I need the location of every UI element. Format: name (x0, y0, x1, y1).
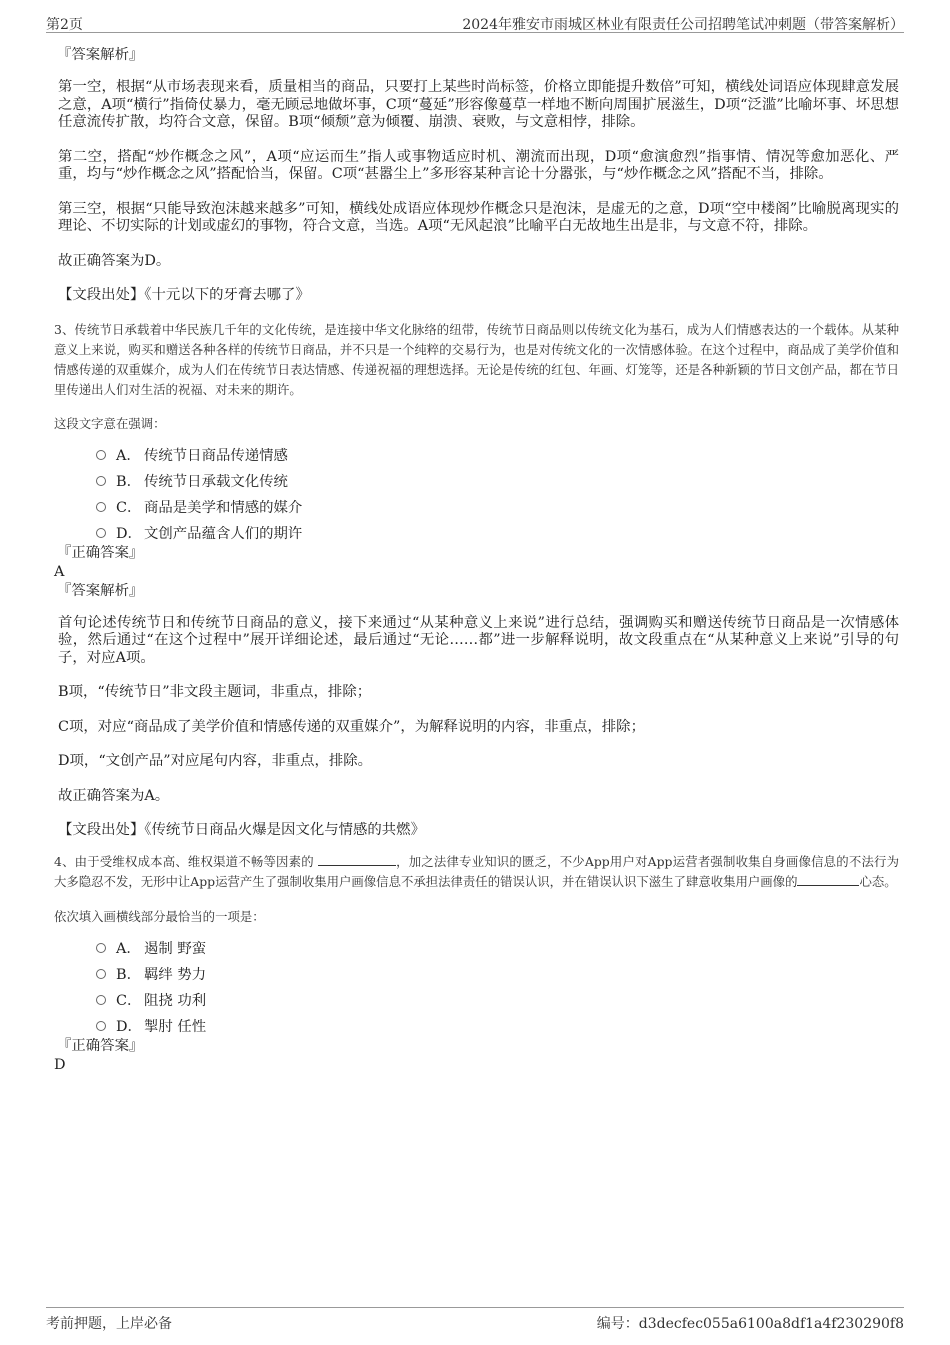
q4-answer-label: 『正确答案』 (57, 1037, 144, 1054)
q3-analysis-label: 『答案解析』 (57, 582, 144, 599)
option-letter: C． (116, 499, 142, 516)
q3-analysis-para4: D项，“文创产品”对应尾句内容，非重点，排除。 (58, 753, 373, 769)
q4-answer: D (54, 1056, 66, 1073)
q4-question-part1: 4、由于受维权成本高、维权渠道不畅等因素的 (54, 853, 318, 869)
option-text: 商品是美学和情感的媒介 (144, 499, 303, 516)
option-text: 传统节日承载文化传统 (144, 473, 288, 490)
option-text: 羁绊 势力 (144, 966, 207, 983)
q3-analysis-para2: B项，“传统节日”非文段主题词，非重点，排除； (58, 684, 372, 700)
q3-option-d[interactable] (54, 518, 899, 544)
option-letter: B． (116, 966, 141, 983)
option-text: 遏制 野蛮 (144, 940, 207, 957)
radio-icon[interactable] (96, 502, 106, 512)
radio-icon[interactable] (96, 476, 106, 486)
q4-options (54, 933, 899, 1037)
q2-analysis-para2: 第二空，搭配“炒作概念之风”，A项“应运而生”指人或事物适应时机、潮流而出现，D项“愈演愈烈”指事情、情况等愈加恶化、严重，均与“炒作概念之风”搭配恰当，保留。C项“甚嚣尘上”多形容某种言论十分嚣张，与“炒作概念之风”搭配不当，排除。 (58, 148, 899, 182)
q2-analysis-para1: 第一空，根据“从市场表现来看，质量相当的商品，只要打上某些时尚标签，价格立即能提升数倍”可知，横线处词语应体现肆意发展之意，A项“横行”指倚仗暴力，毫无顾忌地做坏事，C项“蔓延”形容像蔓草一样地不断向周围扩展滋生，D项“泛滥”比喻坏事、坏思想任意流传扩散，均符合文意，保留。B项“倾颓”意为倾覆、崩溃、衰败，与文意相悖，排除。 (58, 79, 899, 130)
q3-analysis-para3: C项，对应“商品成了美学价值和情感传递的双重媒介”，为解释说明的内容，非重点，排除； (58, 718, 645, 735)
option-text: 掣肘 任性 (144, 1018, 207, 1035)
radio-icon[interactable] (96, 528, 106, 538)
document-code: 编号：d3decfec055a6100a8df1a4f230290f8 (596, 1316, 904, 1332)
q4-option-c[interactable] (54, 985, 899, 1011)
radio-icon[interactable] (96, 969, 106, 979)
q3-option-a[interactable] (54, 440, 899, 466)
option-letter: D． (116, 1018, 142, 1035)
q3-answer: A (54, 563, 65, 580)
q4-question (54, 852, 899, 892)
q2-source: 【文段出处】《十元以下的牙膏去哪了》 (58, 287, 310, 303)
option-text: 阻挠 功利 (144, 992, 207, 1009)
q4-question-part3: 心态。 (859, 873, 897, 889)
q3-option-b[interactable] (54, 466, 899, 492)
option-letter: A． (116, 447, 141, 464)
q4-question-part2: ，加之法律专业知识的匮乏，不少App用户对App运营者强制收集自身画像信息的不法行为大多隐忍不发，无形中让App运营产生了强制收集用户画像信息不承担法律责任的错误认识，并在错误认识下滋生了肆意收集用户画像的 (54, 853, 899, 889)
radio-icon[interactable] (96, 1021, 106, 1031)
page-header (46, 14, 904, 33)
option-letter: B． (116, 473, 141, 490)
option-text: 文创产品蕴含人们的期许 (144, 525, 303, 542)
radio-icon[interactable] (96, 995, 106, 1005)
q3-prompt: 这段文字意在强调： (54, 415, 166, 431)
q3-analysis-para1: 首句论述传统节日和传统节日商品的意义，接下来通过“从某种意义上来说”进行总结，强调购买和赠送传统节日商品是一次情感体验，然后通过“在这个过程中”展开详细论述，最后通过“无论……都”进一步解释说明，故文段重点在“从某种意义上来说”引导的句子，对应A项。 (58, 614, 899, 666)
q3-answer-label: 『正确答案』 (57, 544, 144, 561)
footer-slogan: 考前押题，上岸必备 (46, 1316, 172, 1332)
radio-icon[interactable] (96, 450, 106, 460)
option-letter: A． (116, 940, 141, 957)
fill-blank (797, 873, 859, 886)
q3-options (54, 440, 899, 544)
option-letter: C． (116, 992, 142, 1009)
document-body (54, 46, 899, 1075)
option-letter: D． (116, 525, 142, 542)
option-text: 传统节日商品传递情感 (144, 447, 288, 464)
q4-option-d[interactable] (54, 1011, 899, 1037)
page-number: 第2页 (46, 17, 83, 33)
q3-question: 3、传统节日承载着中华民族几千年的文化传统，是连接中华文化脉络的纽带，传统节日商品则以传统文化为基石，成为人们情感表达的一个载体。从某种意义上来说，购买和赠送各种各样的传统节日商品，并不只是一个纯粹的交易行为，也是对传统文化的一次情感体验。在这个过程中，商品成了美学价值和情感传递的双重媒介，成为人们在传统节日表达情感、传递祝福的理想选择。无论是传统的红包、年画、灯笼等，还是各种新颖的节日文创产品，都在节日里传递出人们对生活的祝福、对未来的期许。 (54, 321, 899, 397)
q3-source: 【文段出处】《传统节日商品火爆是因文化与情感的共燃》 (58, 822, 425, 838)
q4-prompt: 依次填入画横线部分最恰当的一项是： (54, 908, 265, 924)
q3-conclusion: 故正确答案为A。 (58, 787, 170, 804)
fill-blank (318, 853, 396, 866)
q2-analysis-label: 『答案解析』 (57, 47, 144, 63)
page-footer (46, 1307, 904, 1332)
q2-conclusion: 故正确答案为D。 (58, 252, 171, 269)
q2-analysis-para3: 第三空，根据“只能导致泡沫越来越多”可知，横线处成语应体现炒作概念只是泡沫，是虚无的之意，D项“空中楼阁”比喻脱离现实的理论、不切实际的计划或虚幻的事物，符合文意，当选。A项“无风起浪”比喻平白无故地生出是非，与文意不符，排除。 (58, 200, 899, 234)
q4-option-b[interactable] (54, 959, 899, 985)
document-title: 2024年雅安市雨城区林业有限责任公司招聘笔试冲刺题（带答案解析） (462, 17, 904, 33)
radio-icon[interactable] (96, 943, 106, 953)
q3-option-c[interactable] (54, 492, 899, 518)
q4-option-a[interactable] (54, 933, 899, 959)
